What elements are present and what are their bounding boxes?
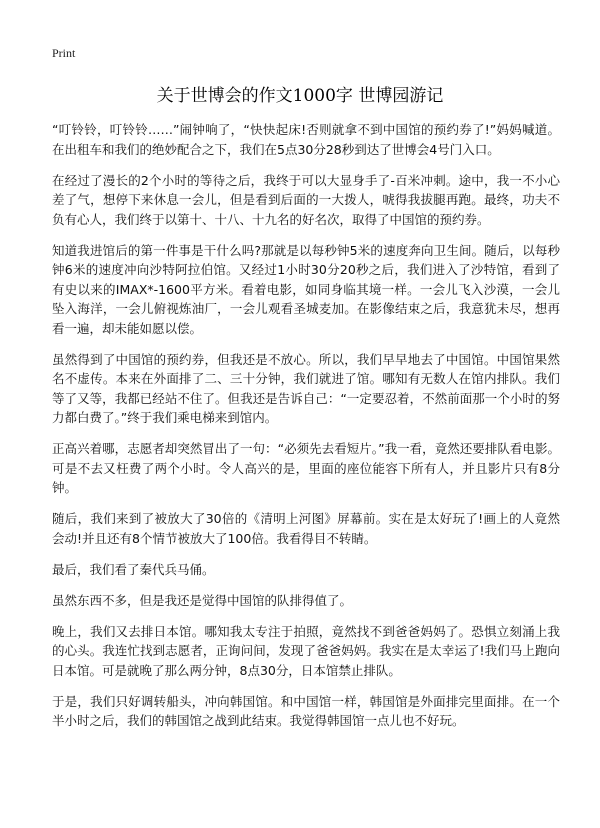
article-body — [52, 120, 560, 742]
article-paragraph: 于是，我们只好调转船头，冲向韩国馆。和中国馆一样，韩国馆是外面排完里面排。在一个半小时之后，我们的韩国馆之战到此结束。我觉得韩国馆一点儿也不好玩。 — [52, 693, 560, 728]
article-paragraph: 最后，我们看了秦代兵马俑。 — [52, 561, 215, 577]
article-title: 关于世博会的作文1000字 世博园游记 — [156, 86, 444, 106]
article-paragraph: 正高兴着哪，志愿者却突然冒出了一句：“必须先去看短片。”我一看，竟然还要排队看电影。可是不去又枉费了两个小时。令人高兴的是，里面的座位能容下所有人，并且影片只有8分钟。 — [52, 441, 560, 495]
article-paragraph: 知道我进馆后的第一件事是干什么吗?那就是以每秒钟5米的速度奔向卫生间。随后，以每秒钟6米的速度冲向沙特阿拉伯馆。又经过1小时30分20秒之后，我们进入了沙特馆，看到了有史以来的IMAX*-1600平方米。看着电影，如同身临其境一样。一会儿飞入沙漠，一会儿坠入海洋，一会儿俯视炼油厂，一会儿观看圣城麦加。在影像结束之后，我意犹未尽，想再看一遍，却未能如愿以偿。 — [52, 242, 560, 336]
article-paragraph: 随后，我们来到了被放大了30倍的《清明上河图》屏幕前。实在是太好玩了!画上的人竟然会动!并且还有8个情节被放大了100倍。我看得目不转睛。 — [52, 511, 560, 546]
article-paragraph: 晚上，我们又去排日本馆。哪知我太专注于拍照，竟然找不到爸爸妈妈了。恐惧立刻涌上我的心头。我连忙找到志愿者，正询问间，发现了爸爸妈妈。我实在是太幸运了!我们马上跑向日本馆。可是就晚了那么两分钟，8点30分，日本馆禁止排队。 — [52, 623, 560, 678]
article-paragraph: 虽然得到了中国馆的预约券，但我还是不放心。所以，我们早早地去了中国馆。中国馆果然名不虚传。本来在外面排了二、三十分钟，我们就进了馆。哪知有无数人在馆内排队。我们等了又等，我都已经站不住了。但我还是告诉自己：“一定要忍着，不然前面那一个小时的努力都白费了。”终于我们乘电梯来到馆内。 — [52, 351, 560, 425]
article-paragraph: 虽然东西不多，但是我还是觉得中国馆的队排得值了。 — [52, 592, 353, 608]
article-paragraph: 在经过了漫长的2个小时的等待之后，我终于可以大显身手了-百米冲刺。途中，我一不小心差了气，想停下来休息一会儿，但是看到后面的一大拨人，唬得我拔腿再跑。最终，功夫不负有心人，我们终于以第十、十八、十九名的好名次，取得了中国馆的预约券。 — [52, 172, 560, 227]
print-link[interactable]: Print — [52, 46, 76, 60]
article-paragraph: “叮铃铃，叮铃铃……”闹钟响了，“快快起床!否则就拿不到中国馆的预约券了!”妈妈喊道。在出租车和我们的绝妙配合之下，我们在5点30分28秒到达了世博会4号门入口。 — [52, 122, 560, 157]
